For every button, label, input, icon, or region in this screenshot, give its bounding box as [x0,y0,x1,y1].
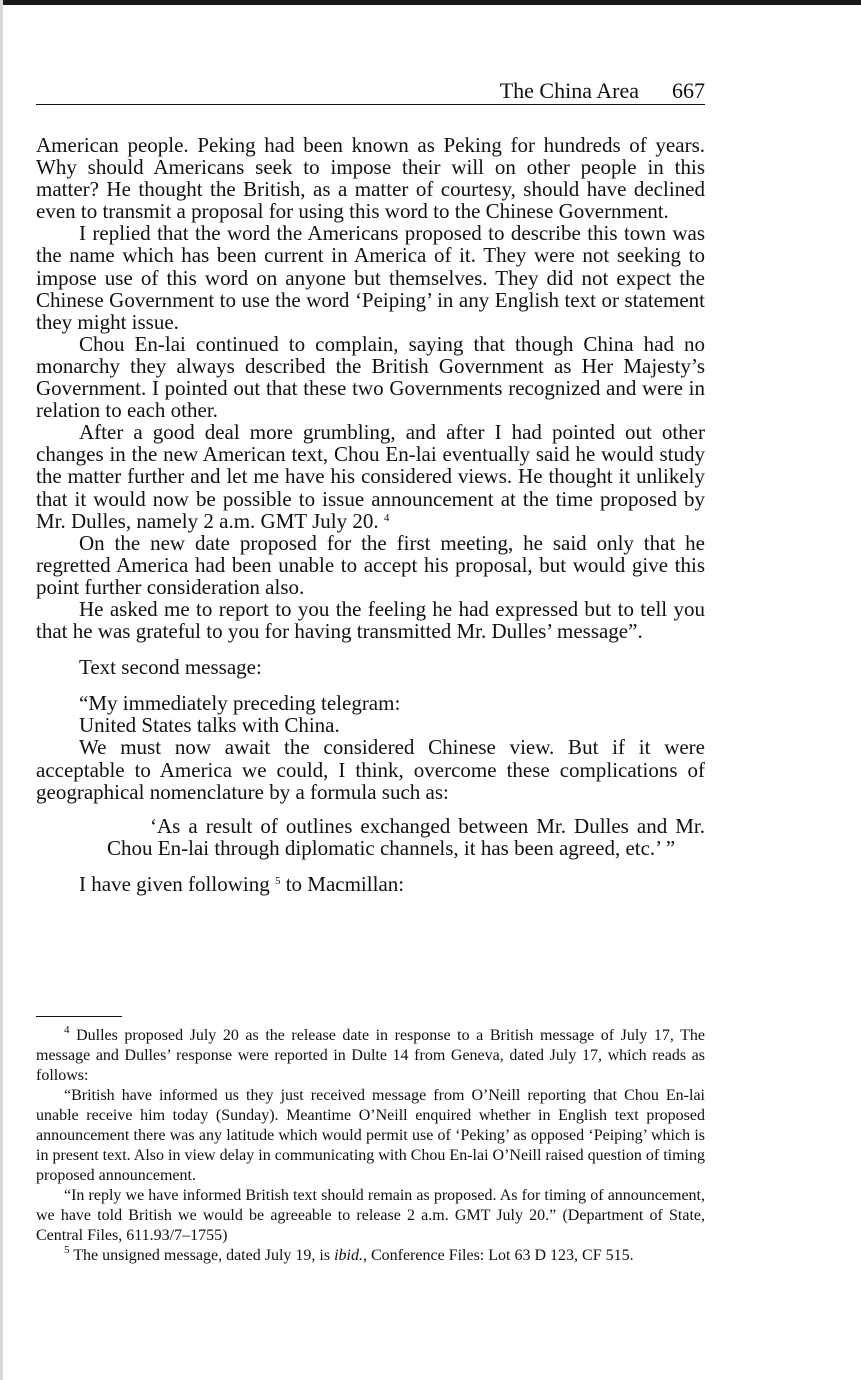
footnote-divider [36,1016,122,1017]
page-left-edge [0,0,3,1380]
footnote-ibid: ibid. [334,1247,363,1264]
footnote-4 [36,1026,705,1086]
paragraph [36,421,705,531]
footnote-mark: 4 [64,1024,70,1036]
running-header [36,78,705,105]
footnotes [36,1026,705,1266]
footnote-text: The unsigned message, dated July 19, is [73,1247,331,1264]
paragraph: On the new date proposed for the first meeting, he said only that he regretted America had been unable to accept his proposal, but would give this point further consideration also. [36,530,705,599]
footnote-ref-5[interactable]: 5 [274,874,281,887]
paragraph: Chou En-lai continued to complain, saying that though China had no monarchy they always described the British Government as Her Majesty’s Government. I pointed out that these two Governments recognized and were in relation to each other. [36,331,705,423]
footnote-text: , Conference Files: Lot 63 D 123, CF 515. [362,1247,634,1264]
paragraph: I replied that the word the Americans proposed to describe this town was the name which has been current in America of it. They were not seeking to impose use of this word on anyone but themselves. They did not expect the Chinese Government to use the word ‘Peiping’ in any English text or statement they might issue. [36,221,705,334]
footnote-5 [36,1246,705,1266]
footnote-ref-4[interactable]: 4 [383,511,390,524]
paragraph-continuation: American people. Peking had been known as Peking for hundreds of years. Why should Americans seek to impose their will on other people in this matter? He thought the British, as a matter of courtesy, should have declined even to transmit a proposal for using this word to the Chinese Government. [36,133,705,224]
paragraph: United States talks with China. [79,713,340,738]
footnote-quote: “In reply we have informed British text should remain as proposed. As for timing of announcement, we have told British we would be agreeable to release 2 a.m. GMT July 20.” (Department of State, Central Files, 611.93/7–1755) [36,1187,705,1244]
paragraph-text: After a good deal more grumbling, and after I had pointed out other changes in the new American text, Chou En-lai eventually said he would study the matter further and let me have his considered views. He thought it unlikely that it would now be possible to issue announcement at the time proposed by Mr. Dulles, namely 2 a.m. GMT July 20. [36,420,705,533]
paragraph: “My immediately preceding telegram: [79,691,401,716]
paragraph: We must now await the considered Chinese view. But if it were acceptable to America we could, I think, overcome these complications of geographical nomenclature by a formula such as: [36,735,705,804]
footnote-quote: “British have informed us they just received message from O’Neill reporting that Chou En-lai unable receive him today (Sunday). Meantime O’Neill enquired whether in English text proposed announcement there was any latitude which would permit use of ‘Peking’ as opposed ‘Peiping’ which is in present text. Also in view delay in communicating with Chou En-lai O’Neill raised question of timing proposed announcement. [36,1087,705,1184]
paragraph: He asked me to report to you the feeling he had expressed but to tell you that he was grateful to you for having transmitted Mr. Dulles’ message”. [36,596,705,644]
footnote-text: Dulles proposed July 20 as the release date in response to a British message of July 17, The message and Dulles’ response were reported in Dulte 14 from Geneva, dated July 17, which reads as follows: [36,1027,706,1084]
block-quote: ‘As a result of outlines exchanged between Mr. Dulles and Mr. Chou En-lai through diplomatic channels, it has been agreed, etc.’ ” [107,813,705,860]
body-text [36,134,705,895]
paragraph-text: to Macmillan: [285,871,405,896]
running-title: The China Area [499,78,639,103]
page-top-edge [0,0,861,5]
paragraph: Text second message: [79,655,262,680]
footnote-mark: 5 [64,1244,70,1256]
paragraph-text: I have given following [79,871,270,896]
page-number: 667 [672,78,705,103]
paragraph [36,873,705,895]
